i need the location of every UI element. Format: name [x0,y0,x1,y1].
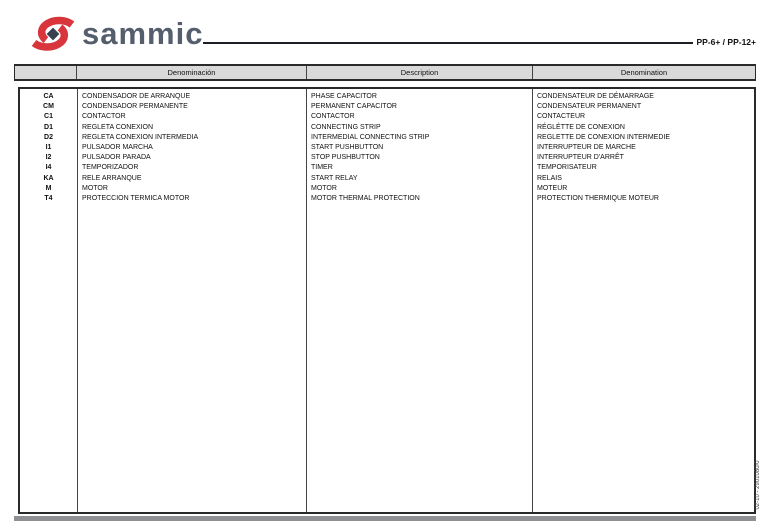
cell-en-C1: CONTACTOR [311,113,355,121]
model-label: PP-6+ / PP-12+ [696,37,756,47]
cell-es-KA: RELE ARRANQUE [82,174,142,182]
sammic-logo [28,10,203,58]
page-bottom-bar [14,516,756,521]
cell-en-I2: STOP PUSHBUTTON [311,154,380,162]
cell-code-C1: C1 [44,113,53,121]
sammic-wordmark: sammic [82,16,204,51]
cell-es-D2: REGLETA CONEXION INTERMEDIA [82,133,199,141]
cell-fr-CA: CONDENSATEUR DE DÉMARRAGE [537,93,654,100]
cell-fr-I4: TEMPORISATEUR [537,164,597,172]
cell-en-CM: PERMANENT CAPACITOR [311,103,397,111]
cell-code-CA: CA [43,93,54,100]
cell-fr-CM: CONDENSATEUR PERMANENT [537,103,642,111]
cell-es-I2: PULSADOR PARADA [82,154,151,162]
cell-es-C1: CONTACTOR [82,113,126,121]
cell-code-T4: T4 [44,195,53,203]
cell-es-M: MOTOR [82,184,108,192]
cell-code-D2: D2 [44,133,53,141]
cell-en-KA: START RELAY [311,174,358,182]
cell-es-CA: CONDENSADOR DE ARRANQUE [82,93,191,100]
cell-es-CM: CONDENSADOR PERMANENTE [82,103,188,111]
cell-code-CM: CM [43,103,54,111]
header-cell-code [15,66,77,79]
cell-code-I2: I2 [45,154,52,162]
doc-code-vertical: 02-10 - 2901080/0 [755,460,761,510]
cell-en-D2: INTERMEDIAL CONNECTING STRIP [311,133,430,141]
cell-fr-I2: INTERRUPTEUR D'ARRÊT [537,154,624,162]
header-cell-description: Description [307,66,533,79]
cell-code-I1: I1 [45,144,52,152]
cell-code-KA: KA [43,174,54,182]
cell-fr-M: MOTEUR [537,184,568,192]
sammic-logo-icon [28,11,78,57]
column-code [20,89,78,512]
table-body [18,87,756,514]
cell-es-D1: REGLETA CONEXION [82,123,154,131]
cell-es-T4: PROTECCION TERMICA MOTOR [82,195,190,203]
table-header-row [14,64,756,81]
cell-en-CA: PHASE CAPACITOR [311,93,377,100]
cell-fr-D1: RÉGLÉTTE DE CONEXION [537,123,625,131]
cell-fr-C1: CONTACTEUR [537,113,586,121]
cell-en-M: MOTOR [311,184,337,192]
cell-code-I4: I4 [45,164,52,172]
column-description [307,89,533,512]
cell-en-I4: TIMER [311,164,333,172]
cell-fr-D2: REGLETTE DE CONEXION INTERMEDIE [537,133,671,141]
cell-en-D1: CONNECTING STRIP [311,123,381,131]
cell-es-I1: PULSADOR MARCHA [82,144,153,152]
header-cell-denominacion: Denominación [77,66,307,79]
cell-code-M: M [45,184,52,192]
cell-es-I4: TEMPORIZADOR [82,164,139,172]
header-cell-denomination: Denomination [620,68,668,77]
cell-en-I1: START PUSHBUTTON [311,144,384,152]
cell-code-D1: D1 [44,123,53,131]
column-denomination [533,89,754,512]
cell-fr-I1: INTERRUPTEUR DE MARCHE [537,144,636,152]
cell-fr-KA: RELAIS [537,174,562,182]
cell-fr-T4: PROTECTION THERMIQUE MOTEUR [537,195,659,203]
header-rule [203,42,693,44]
cell-en-T4: MOTOR THERMAL PROTECTION [311,195,420,203]
column-denominacion [78,89,307,512]
